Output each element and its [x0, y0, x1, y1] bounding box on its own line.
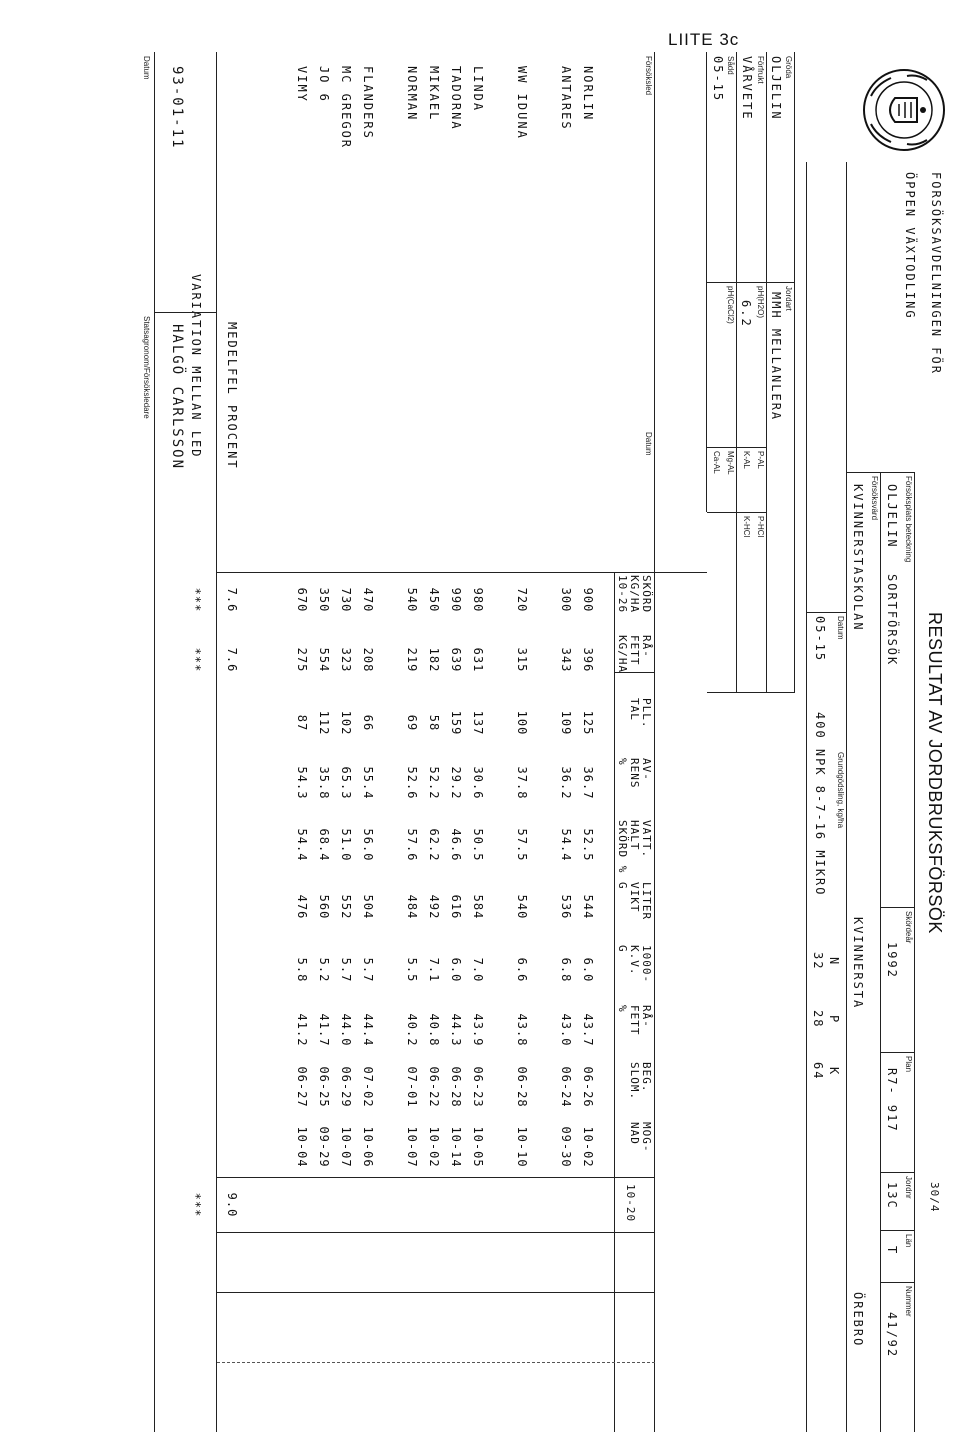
column-header-line: 10-26 — [616, 575, 629, 614]
table-cell: 670 — [295, 587, 309, 613]
column-header-line: FETT — [628, 635, 641, 666]
table-cell: 125 — [581, 710, 595, 736]
table-cell: 323 — [339, 647, 353, 673]
n-label: N — [827, 957, 841, 967]
table-cell: 30.6 — [471, 766, 485, 800]
column-header-line: MOG- — [640, 1122, 653, 1153]
column-header-line: TAL — [628, 698, 641, 721]
table-cell: 554 — [317, 647, 331, 673]
p-value: 28 — [811, 1010, 825, 1029]
table-cell: 54.4 — [559, 828, 573, 862]
column-header — [616, 758, 652, 789]
column-header — [628, 1122, 652, 1153]
column-header-line: SKÖRD % — [616, 820, 629, 874]
table-cell: 990 — [449, 587, 463, 613]
summary-cell: 7.6 — [225, 587, 239, 613]
table-cell: 40.8 — [427, 1013, 441, 1047]
table-cell: 10-06 — [361, 1126, 375, 1168]
summary-extra-cell: *** — [189, 1192, 203, 1218]
variety-name: LINDA — [471, 66, 485, 113]
table-cell: 56.0 — [361, 828, 375, 862]
table-cell: 68.4 — [317, 828, 331, 862]
column-header — [628, 698, 652, 729]
column-header-line: FETT — [628, 1005, 641, 1036]
table-cell: 730 — [339, 587, 353, 613]
label-ca-al: Ca-AL — [712, 451, 721, 474]
table-cell: 06-27 — [295, 1066, 309, 1108]
summary-label: MEDELFEL PROCENT — [225, 322, 239, 470]
variety-name: TADORNA — [449, 66, 463, 131]
variety-name: MC GREGOR — [339, 66, 353, 150]
variety-name: WW IDUNA — [515, 66, 529, 140]
variety-name: NORLIN — [581, 66, 595, 122]
table-cell: 350 — [317, 587, 331, 613]
table-cell: 5.2 — [317, 957, 331, 983]
table-cell: 616 — [449, 894, 463, 920]
table-cell: 5.5 — [405, 957, 419, 983]
variety-name: NORMAN — [405, 66, 419, 122]
summary-cell: *** — [189, 647, 203, 673]
column-header-line: G — [616, 945, 629, 953]
column-header — [628, 1062, 652, 1100]
table-cell: 44.0 — [339, 1013, 353, 1047]
table-cell: 35.8 — [317, 766, 331, 800]
table-cell: 560 — [317, 894, 331, 920]
table-cell: 7.1 — [427, 957, 441, 983]
table-cell: 476 — [295, 894, 309, 920]
table-cell: 06-25 — [317, 1066, 331, 1108]
table-cell: 57.6 — [405, 828, 419, 862]
label-k-hcl: K-HCl — [742, 516, 751, 538]
table-cell: 87 — [295, 714, 309, 732]
column-header — [616, 820, 652, 873]
table-cell: 6.0 — [581, 957, 595, 983]
column-header — [616, 575, 652, 613]
column-header-line: LITER — [640, 882, 653, 921]
table-cell: 6.8 — [559, 957, 573, 983]
table-cell: 58 — [427, 714, 441, 732]
label-nummer: Nummer — [904, 1286, 913, 1317]
label-ph-h2o: pH(H2O) — [756, 286, 765, 319]
table-cell: 06-24 — [559, 1066, 573, 1108]
label-mg-al: Mg-AL — [726, 451, 735, 475]
fertilizer-date: 05-15 — [813, 616, 827, 663]
table-cell: 396 — [581, 647, 595, 673]
footer-date: 93-01-11 — [169, 66, 185, 150]
org-line-1: FORSÖKSAVDELNINGEN FÖR — [929, 172, 943, 375]
table-cell: 552 — [339, 894, 353, 920]
label-forsoksvard: Försöksvärd — [870, 476, 879, 521]
table-cell: 631 — [471, 647, 485, 673]
university-seal-icon — [861, 60, 947, 160]
column-header-line: % — [616, 1005, 629, 1013]
p-label: P — [827, 1015, 841, 1025]
table-cell: 43.0 — [559, 1013, 573, 1047]
table-cell: 54.4 — [295, 828, 309, 862]
n-value: 32 — [811, 952, 825, 971]
table-cell: 65.3 — [339, 766, 353, 800]
column-header-line: BEG. — [640, 1062, 653, 1093]
table-cell: 06-29 — [339, 1066, 353, 1108]
table-cell: 540 — [515, 894, 529, 920]
summary-cell: 7.6 — [225, 647, 239, 673]
footer-signer: HALGÖ CARLSSON — [169, 324, 185, 471]
label-plan: Plan — [904, 1056, 913, 1073]
appendix-label: LIITE 3c — [668, 30, 740, 49]
trial-number: 41/92 — [885, 1312, 899, 1359]
table-cell: 10-07 — [339, 1126, 353, 1168]
table-cell: 484 — [405, 894, 419, 920]
table-cell: 219 — [405, 647, 419, 673]
trial-site: OLJELIN — [885, 484, 899, 549]
table-cell: 69 — [405, 714, 419, 732]
table-cell: 109 — [559, 710, 573, 736]
document-title: RESULTAT AV JORDBRUKSFÖRSÖK — [925, 612, 945, 934]
table-cell: 52.5 — [581, 828, 595, 862]
table-cell: 275 — [295, 647, 309, 673]
table-cell: 43.7 — [581, 1013, 595, 1047]
table-cell: 540 — [405, 587, 419, 613]
table-cell: 504 — [361, 894, 375, 920]
label-grundgodsling: Grundgödsling, kg/ha — [836, 752, 845, 829]
column-header-line: K.V. — [628, 945, 641, 976]
column-header-line: % — [616, 758, 629, 766]
table-cell: 536 — [559, 894, 573, 920]
table-cell: 6.6 — [515, 957, 529, 983]
table-cell: 37.8 — [515, 766, 529, 800]
sowing-date: 05-15 — [711, 56, 725, 103]
table-cell: 112 — [317, 710, 331, 736]
summary-extra-cell: 9.0 — [225, 1192, 239, 1218]
table-cell: 7.0 — [471, 957, 485, 983]
table-cell: 40.2 — [405, 1013, 419, 1047]
label-ph-cacl2: pH(CaCl2) — [726, 286, 735, 324]
summary-label: VARIATION MELLAN LED — [189, 274, 203, 459]
table-cell: 29.2 — [449, 766, 463, 800]
table-cell: 980 — [471, 587, 485, 613]
table-cell: 182 — [427, 647, 441, 673]
table-cell: 10-02 — [427, 1126, 441, 1168]
column-header-line: VATT. — [640, 820, 653, 859]
column-header — [616, 882, 652, 920]
table-cell: 343 — [559, 647, 573, 673]
table-cell: 5.7 — [361, 957, 375, 983]
label-lan: Län — [904, 1234, 913, 1248]
table-cell: 41.7 — [317, 1013, 331, 1047]
table-cell: 10-14 — [449, 1126, 463, 1168]
table-cell: 07-02 — [361, 1066, 375, 1108]
trial-lan: T — [885, 1246, 899, 1256]
label-datum-column: Datum — [644, 432, 653, 456]
label-k-al: K-AL — [742, 451, 751, 469]
table-cell: 208 — [361, 647, 375, 673]
table-cell: 900 — [581, 587, 595, 613]
table-cell: 492 — [427, 894, 441, 920]
table-cell: 5.7 — [339, 957, 353, 983]
table-cell: 06-22 — [427, 1066, 441, 1108]
table-cell: 159 — [449, 710, 463, 736]
column-header-line: AV- — [640, 758, 653, 781]
variety-name: ANTARES — [559, 66, 573, 131]
label-p-al: P-AL — [756, 451, 765, 469]
table-cell: 300 — [559, 587, 573, 613]
label-skordear: Skördeår — [904, 911, 913, 944]
column-header — [616, 1005, 652, 1036]
table-cell: 07-01 — [405, 1066, 419, 1108]
k-label: K — [827, 1067, 841, 1077]
table-cell: 584 — [471, 894, 485, 920]
label-forsoksplats: Försöksplats beteckning — [904, 476, 913, 563]
table-cell: 544 — [581, 894, 595, 920]
table-cell: 06-28 — [515, 1066, 529, 1108]
table-cell: 06-28 — [449, 1066, 463, 1108]
table-cell: 5.8 — [295, 957, 309, 983]
label-statsagronom: Statsagronom/Försöksledare — [142, 316, 151, 419]
rotated-trial-form — [95, 52, 955, 1432]
previous-crop-value: VÅRVETE — [740, 56, 754, 121]
column-header-line: RÅ- — [640, 635, 653, 658]
table-cell: 44.3 — [449, 1013, 463, 1047]
column-header-line: NAD — [628, 1122, 641, 1145]
table-cell: 10-10 — [515, 1126, 529, 1168]
variety-name: JO 6 — [317, 66, 331, 103]
column-header-line: KG/HA — [616, 635, 629, 674]
trial-jordnr: 13C — [885, 1182, 899, 1210]
soil-value: MMH MELLANLERA — [769, 292, 783, 422]
extra-column-date: 10-20 — [624, 1184, 637, 1223]
table-cell: 639 — [449, 647, 463, 673]
variety-name: VIMY — [295, 66, 309, 103]
table-cell: 137 — [471, 710, 485, 736]
table-cell: 46.6 — [449, 828, 463, 862]
trial-host: KVINNERSTASKOLAN — [851, 484, 865, 632]
table-cell: 10-02 — [581, 1126, 595, 1168]
table-cell: 51.0 — [339, 828, 353, 862]
ph-value: 6.2 — [739, 300, 753, 328]
table-cell: 10-04 — [295, 1126, 309, 1168]
column-header-line: RÅ- — [640, 1005, 653, 1028]
trial-region: ÖREBRO — [851, 1292, 865, 1348]
table-cell: 09-29 — [317, 1126, 331, 1168]
org-line-2: ÖPPEN VÄXTODLING — [903, 172, 917, 320]
table-cell: 57.5 — [515, 828, 529, 862]
column-header-line: HALT — [628, 820, 641, 851]
table-cell: 43.8 — [515, 1013, 529, 1047]
label-sadd: Sådd — [726, 56, 735, 75]
column-header-line: SKÖRD — [640, 575, 653, 614]
label-footer-datum: Datum — [142, 56, 151, 80]
table-cell: 6.0 — [449, 957, 463, 983]
table-cell: 36.2 — [559, 766, 573, 800]
trial-type: SORTFÖRSÖK — [885, 574, 899, 667]
page-number: 30/4 — [928, 1182, 941, 1213]
column-header-line: KG/HA — [628, 575, 641, 614]
variety-name: FLANDERS — [361, 66, 375, 140]
column-header-line: VIKT — [628, 882, 641, 913]
table-cell: 102 — [339, 710, 353, 736]
column-header-line: SLOM. — [628, 1062, 641, 1101]
table-cell: 06-23 — [471, 1066, 485, 1108]
table-cell: 54.3 — [295, 766, 309, 800]
table-cell: 720 — [515, 587, 529, 613]
table-cell: 06-26 — [581, 1066, 595, 1108]
table-cell: 52.6 — [405, 766, 419, 800]
table-cell: 62.2 — [427, 828, 441, 862]
column-header-line: 1000- — [640, 945, 653, 984]
column-header — [616, 635, 652, 673]
table-cell: 52.2 — [427, 766, 441, 800]
table-cell: 470 — [361, 587, 375, 613]
table-cell: 55.4 — [361, 766, 375, 800]
label-forfrukt: Förfrukt — [756, 56, 765, 84]
trial-host-place: KVINNERSTA — [851, 917, 865, 1010]
variety-name: MIKAEL — [427, 66, 441, 122]
fertilizer-text: 400 NPK 8-7-16 MIKRO — [813, 712, 827, 897]
column-header-line: PLL. — [640, 698, 653, 729]
table-cell: 09-30 — [559, 1126, 573, 1168]
table-cell: 100 — [515, 710, 529, 736]
trial-year: 1992 — [885, 942, 899, 979]
table-cell: 43.9 — [471, 1013, 485, 1047]
label-p-hcl: P-HCl — [756, 516, 765, 538]
trial-plan: R7- 917 — [885, 1068, 899, 1133]
table-cell: 36.7 — [581, 766, 595, 800]
table-cell: 41.2 — [295, 1013, 309, 1047]
label-datum: Datum — [836, 616, 845, 640]
label-jordart: Jordart — [784, 286, 793, 311]
label-forsoksled: Försöksled — [644, 56, 653, 96]
label-jordnr: Jordnr — [904, 1176, 913, 1199]
table-cell: 315 — [515, 647, 529, 673]
column-header-line: G — [616, 882, 629, 890]
label-groda: Gröda — [784, 56, 793, 79]
column-header — [616, 945, 652, 983]
summary-cell: *** — [189, 587, 203, 613]
crop-value: OLJELIN — [769, 56, 783, 121]
column-header-line: RENS — [628, 758, 641, 789]
table-cell: 450 — [427, 587, 441, 613]
table-cell: 10-05 — [471, 1126, 485, 1168]
table-cell: 44.4 — [361, 1013, 375, 1047]
table-cell: 50.5 — [471, 828, 485, 862]
table-cell: 10-07 — [405, 1126, 419, 1168]
table-cell: 66 — [361, 714, 375, 732]
k-value: 64 — [811, 1062, 825, 1081]
